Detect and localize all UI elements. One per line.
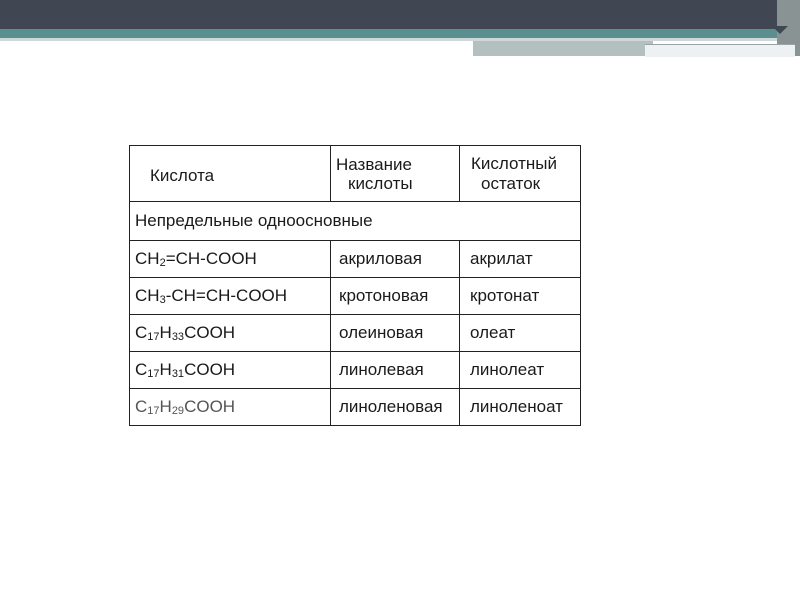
acid-formula: $CH_2=CH$-COOH	[130, 241, 331, 278]
header-acid-name-line2: кислоты	[348, 173, 413, 193]
acid-name: линоленовая	[331, 389, 460, 426]
corner-notch	[772, 26, 788, 34]
table-header-row	[130, 146, 581, 202]
header-acid-name	[331, 146, 460, 202]
slide-header-bar	[0, 0, 800, 29]
table-row	[130, 352, 581, 389]
acid-residue: акрилат	[460, 241, 581, 278]
table-group-row	[130, 202, 581, 241]
slide-accent-band	[0, 29, 800, 38]
acid-name: акриловая	[331, 241, 460, 278]
header-acid-name-line1: Название	[336, 154, 412, 174]
acid-residue: кротонат	[460, 278, 581, 315]
acid-residue: олеат	[460, 315, 581, 352]
slide-step-right	[645, 44, 795, 57]
header-acid-residue	[460, 146, 581, 202]
acid-name: олеиновая	[331, 315, 460, 352]
header-residue-line2: остаток	[481, 173, 541, 193]
header-acid: Кислота	[130, 146, 331, 202]
table-row	[130, 389, 581, 426]
acid-name: кротоновая	[331, 278, 460, 315]
group-label: Непредельные одноосновные	[130, 202, 581, 241]
acid-name: линолевая	[331, 352, 460, 389]
table-row	[130, 278, 581, 315]
slide-step-left	[473, 41, 653, 56]
acid-residue: линоленоат	[460, 389, 581, 426]
acid-formula: $CH_3-CH=CH$-COOH	[130, 278, 331, 315]
table-row	[130, 315, 581, 352]
slide-accent-light	[0, 38, 800, 41]
acid-residue: линолеат	[460, 352, 581, 389]
acid-formula: $C_{17}H_{29}COOH$	[130, 389, 331, 426]
header-residue-line1: Кислотный	[471, 153, 557, 173]
acid-table	[129, 145, 581, 426]
table-row	[130, 241, 581, 278]
acid-formula: $C_{17}H_{33}COOH$	[130, 315, 331, 352]
acid-formula: $C_{17}H_{31}COOH$	[130, 352, 331, 389]
